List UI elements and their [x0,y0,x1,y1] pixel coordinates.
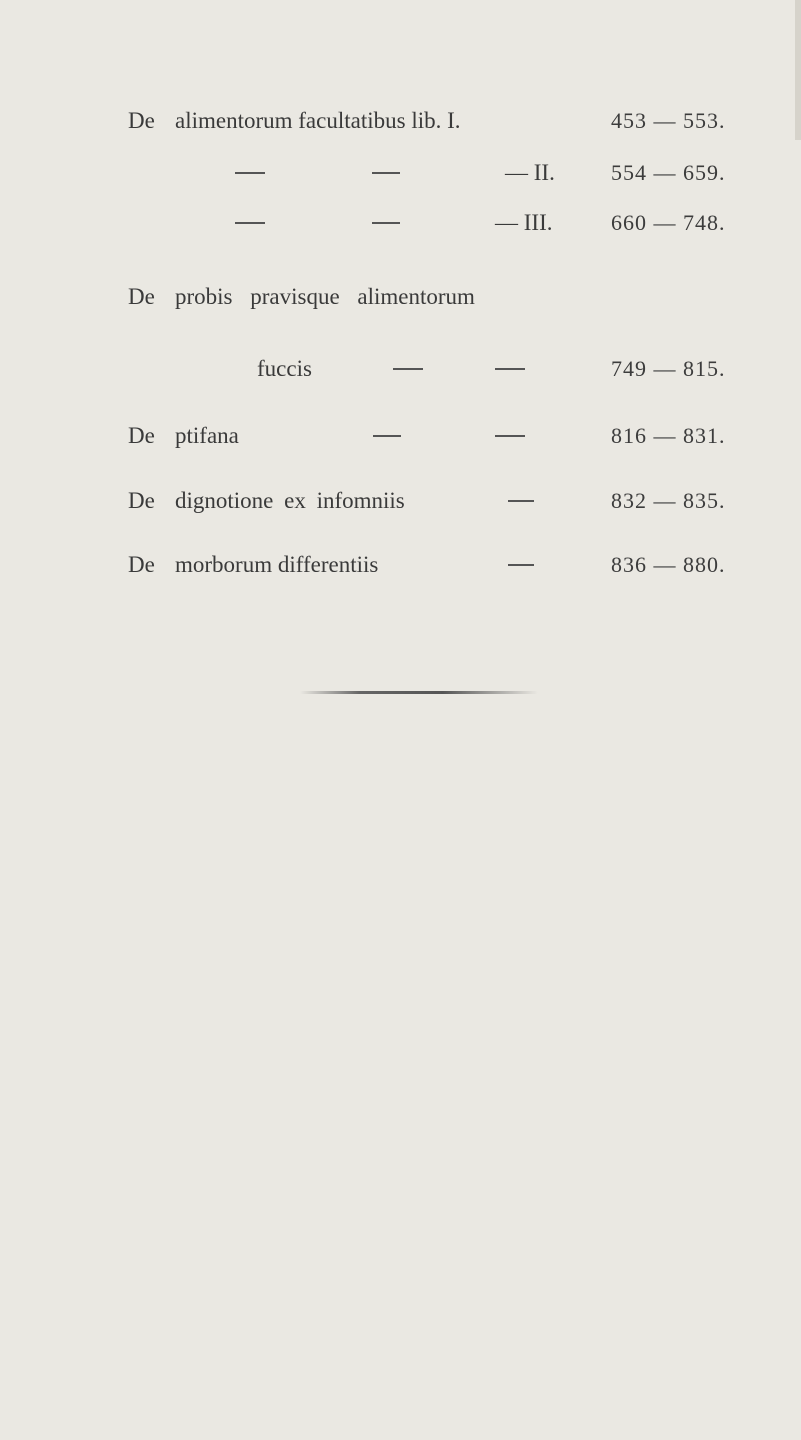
index-row [0,421,801,461]
index-range: 832 — 835. [611,488,726,513]
index-row [0,208,801,248]
ditto-dash [508,500,534,502]
ditto-dash [508,564,534,566]
index-range: 453 — 553. [611,108,726,133]
index-title: fuccis [257,356,312,381]
index-range: 816 — 831. [611,423,726,448]
ditto-dash [372,222,400,224]
index-title: alimentorum facultatibus lib. I. [175,108,461,133]
index-lead: De [128,423,155,448]
index-lead: De [128,284,155,309]
index-title: probis pravisque alimentorum [175,284,475,309]
ditto-dash [235,172,265,174]
index-range: 554 — 659. [611,160,726,185]
index-range: 660 — 748. [611,210,726,235]
closing-rule [300,691,538,694]
index-title: morborum differentiis [175,552,379,577]
index-row [0,486,801,526]
index-lead: De [128,552,155,577]
index-title: ptifana [175,423,239,448]
index-row [0,282,801,322]
index-row [0,106,801,146]
ditto-dash [372,172,400,174]
ditto-dash [495,368,525,370]
index-lead: De [128,108,155,133]
index-range: 836 — 880. [611,552,726,577]
ditto-dash [393,368,423,370]
index-lead: De [128,488,155,513]
index-title: — II. [505,160,555,185]
index-range: 749 — 815. [611,356,726,381]
index-title: dignotione ex infomniis [175,488,405,513]
ditto-dash [373,435,401,437]
index-row [0,354,801,394]
index-row [0,550,801,590]
index-row [0,158,801,198]
index-title: — III. [495,210,553,235]
ditto-dash [235,222,265,224]
ditto-dash [495,435,525,437]
